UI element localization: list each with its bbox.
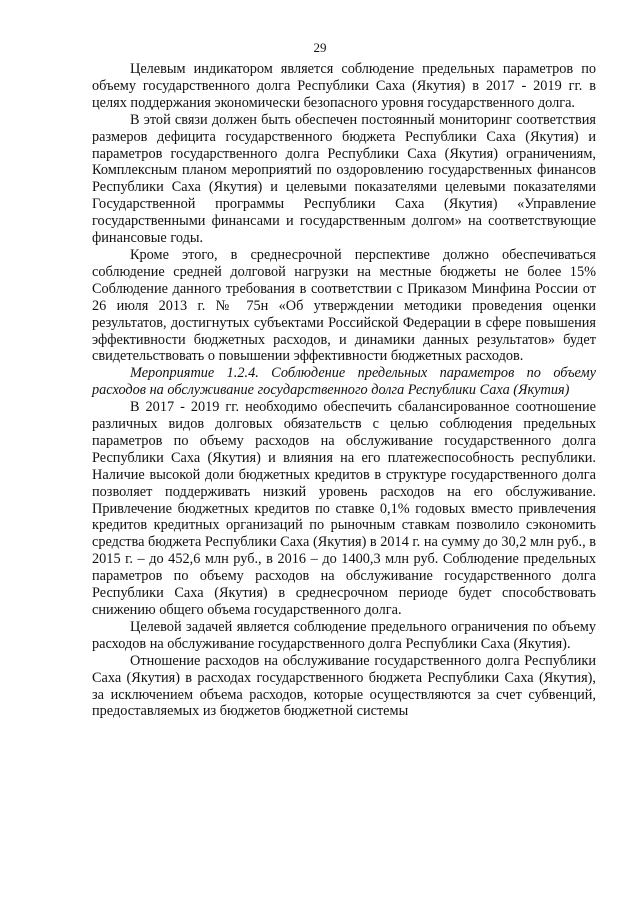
paragraph-target-task: Целевой задачей является соблюдение предельного ограничения по объему расходов на обслуживание государственного долга Республики Саха (Якутия). (92, 618, 596, 652)
page-number: 29 (313, 40, 327, 55)
paragraph-target-indicator: Целевым индикатором является соблюдение предельных параметров по объему государственного долга Республики Саха (Якутия) в 2017 - 2019 гг. в целях поддержания экономически безопасного уровня государственного долга. (92, 61, 596, 111)
measure-heading-1-2-4: Мероприятие 1.2.4. Соблюдение предельных параметров по объему расходов на обслуживание государственного долга Республики Саха (Якутия) (92, 365, 596, 399)
paragraph-medium-term-debt-load: Кроме этого, в среднесрочной перспективе должно обеспечиваться соблюдение средней долговой нагрузки на местные бюджеты не более 15% Соблюдение данного требования в соответствии с Приказом Минфина России от 26 июля 2013 г. № 75н «Об утверждении методики проведения оценки результатов, достигнутых субъектами Российской Федерации в сфере повышения эффективности бюджетных расходов, и динамики данных результатов» будет свидетельствовать о повышении эффективности бюджетных расходов. (92, 246, 596, 365)
document-body (92, 61, 596, 720)
paragraph-expense-ratio: Отношение расходов на обслуживание государственного долга Республики Саха (Якутия) в расходах государственного бюджета Республики Саха (Якутия), за исключением объема расходов, которые осуществляются за счет субвенций, предоставляемых из бюджетов бюджетной системы (92, 652, 596, 720)
paragraph-debt-structure: В 2017 - 2019 гг. необходимо обеспечить сбалансированное соотношение различных видов долговых обязательств с целью соблюдения предельных параметров по объему расходов на обслуживание государственного долга Республики Саха (Якутия) и влияния на его платежеспособность республики. Наличие высокой доли бюджетных кредитов в структуре государственного долга позволяет поддерживать низкий уровень расходов на его обслуживание. Привлечение бюджетных кредитов по ставке 0,1% годовых вместо привлечения кредитов кредитных организаций по рыночным ставкам позволило сэкономить средства бюджета Республики Саха (Якутия) в 2014 г. на сумму до 30,2 млн руб., в 2015 г. – до 452,6 млн руб., в 2016 – до 1400,3 млн руб. Соблюдение предельных параметров по объему расходов на обслуживание государственного долга Республики Саха (Якутия) в среднесрочном периоде будет способствовать снижению общего объема государственного долга. (92, 399, 596, 618)
paragraph-monitoring: В этой связи должен быть обеспечен постоянный мониторинг соответствия размеров дефицита государственного бюджета Республики Саха (Якутия) и параметров государственного долга Республики Саха (Якутия) ограничениям, Комплексным планом мероприятий по оздоровлению государственных финансов Республики Саха (Якутия) и целевыми показателями целевыми показателями Государственной программы Республики Саха (Якутия) «Управление государственными финансами и государственным долгом» на соответствующие финансовые годы. (92, 111, 596, 247)
